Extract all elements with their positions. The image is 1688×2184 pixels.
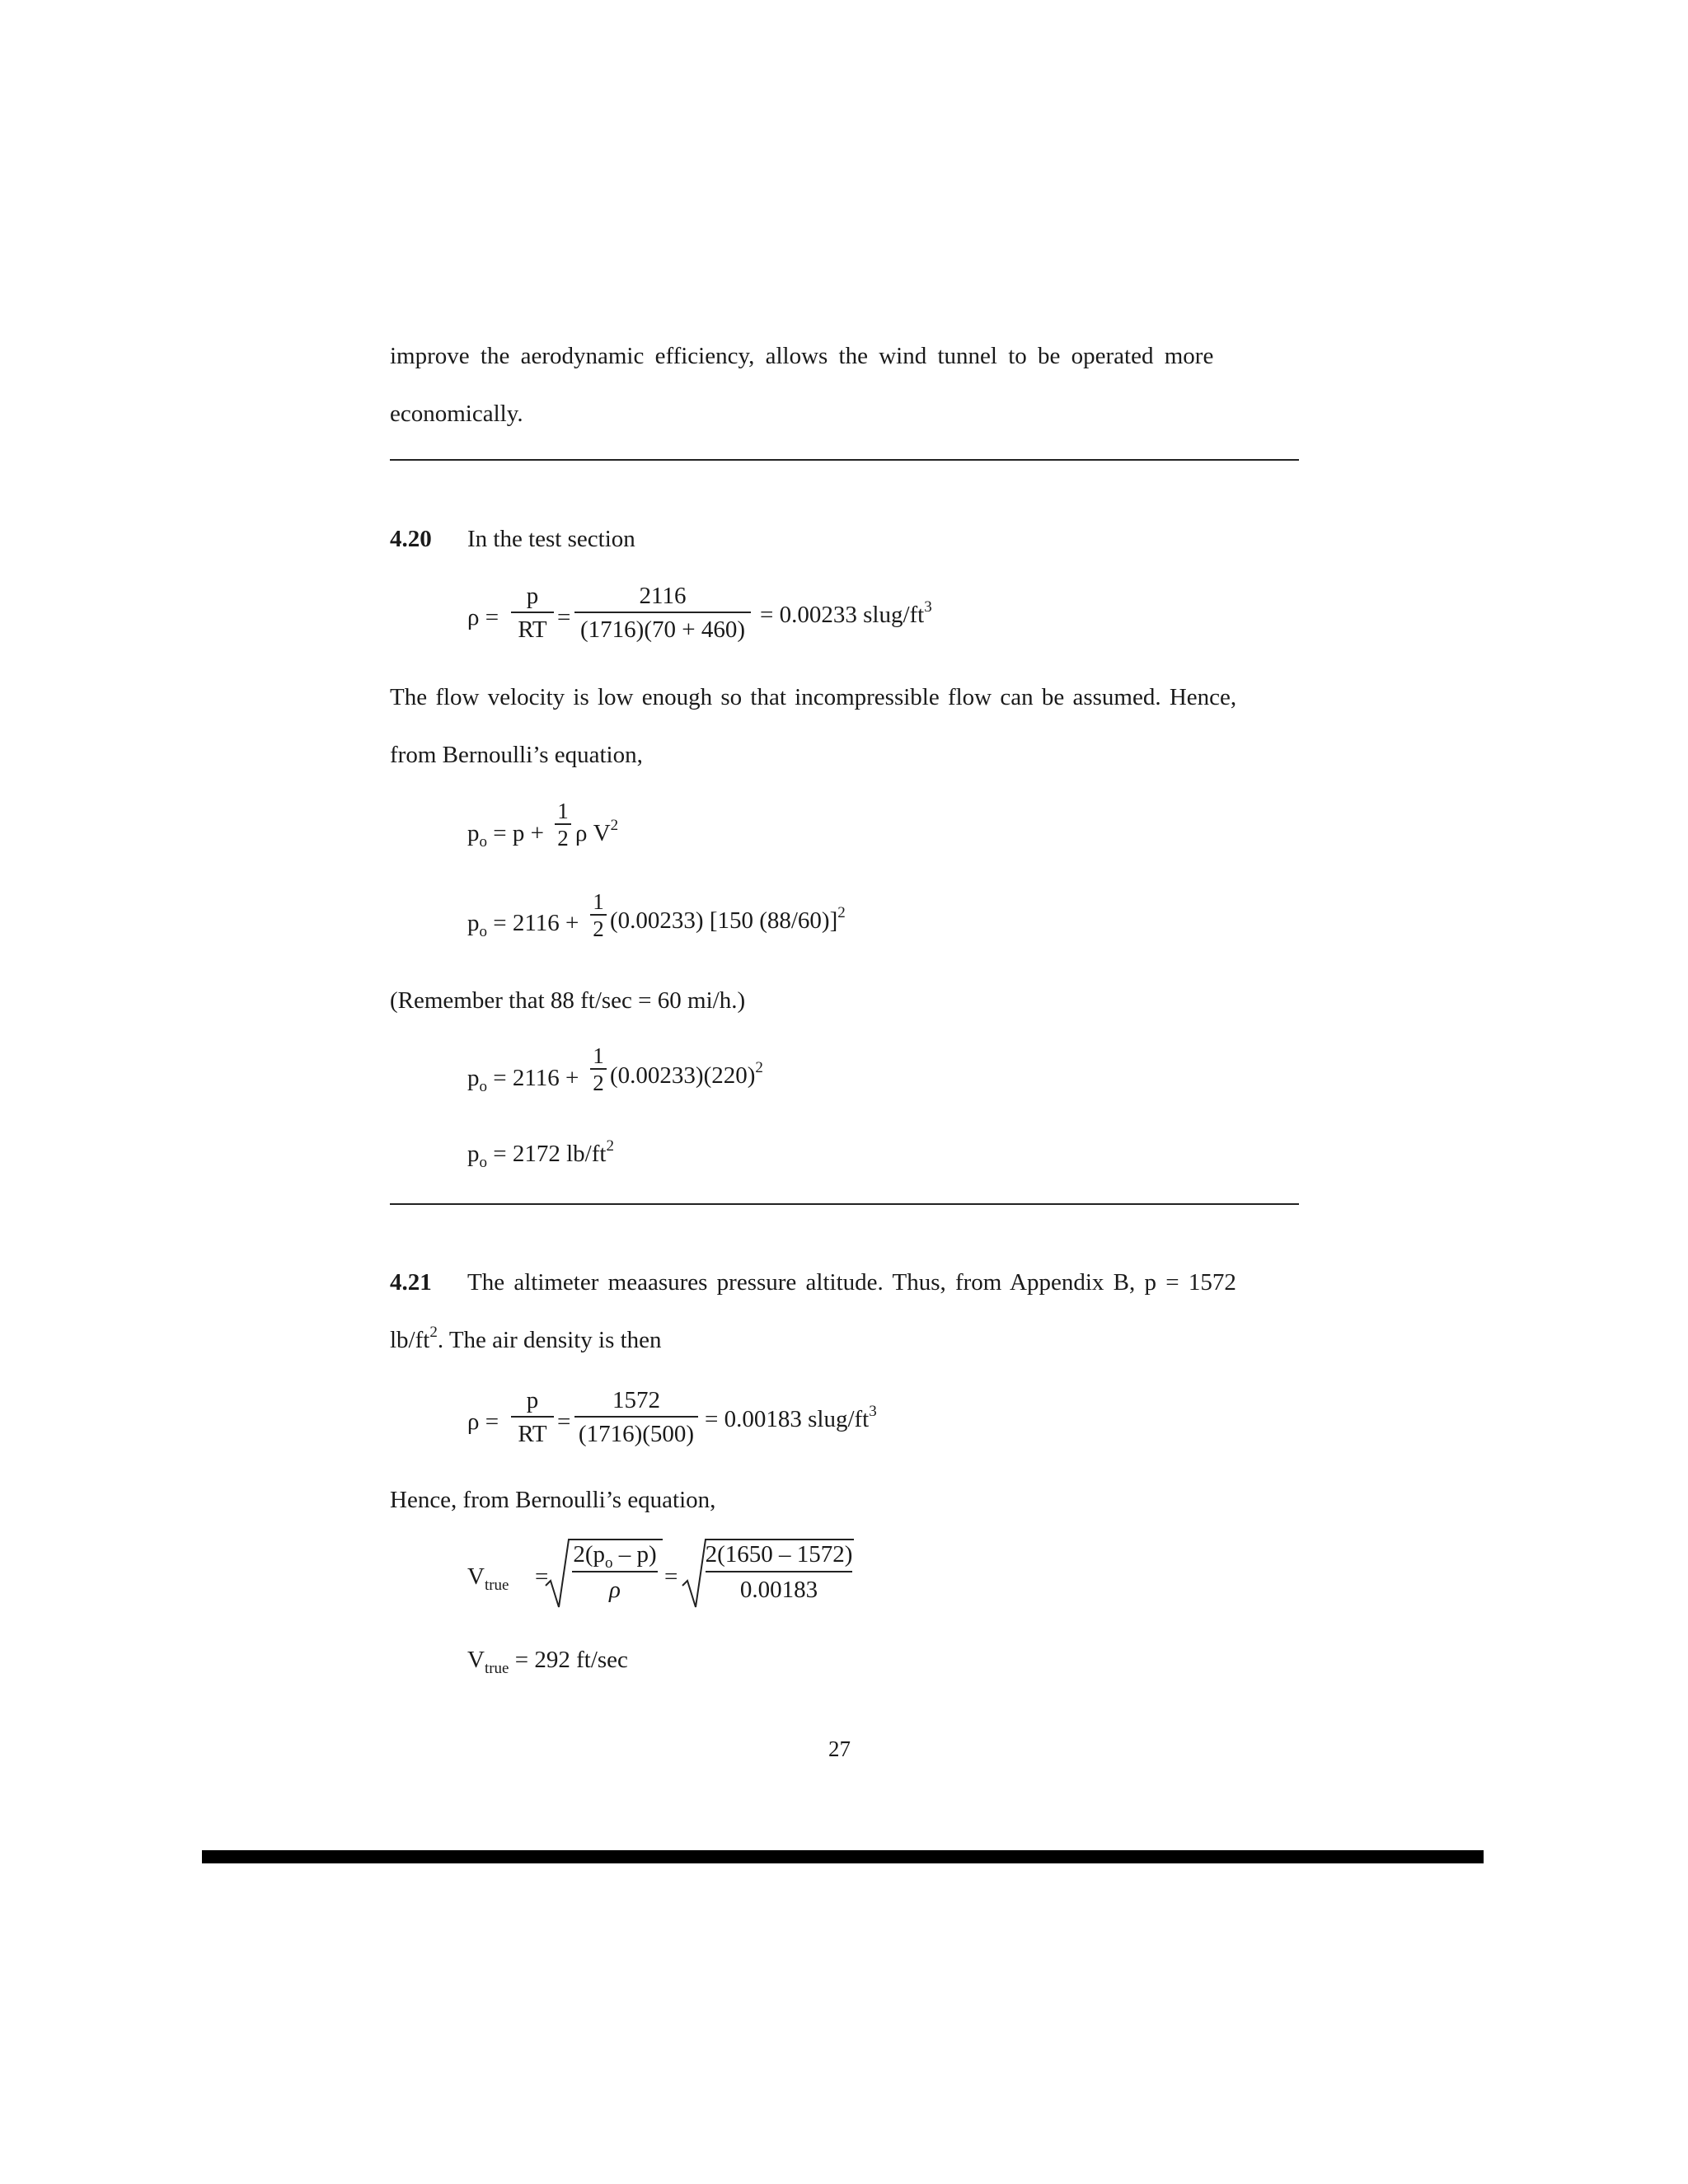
fraction-denominator: 2: [593, 916, 604, 941]
fraction-denominator: (1716)(500): [578, 1421, 695, 1447]
intro-line-1: improve the aerodynamic efficiency, allows the wind tunnel to be operated more: [390, 343, 1214, 369]
fraction-bar: [511, 612, 554, 613]
eq1-lhs: $p_o = p$ +: [467, 820, 544, 851]
fraction-bar: [590, 914, 607, 916]
equals-sign: =: [557, 1408, 571, 1435]
fraction-numerator: p: [526, 1387, 539, 1413]
fraction-bar: [706, 1571, 852, 1572]
hence-line: Hence, from Bernoulli’s equation,: [390, 1487, 716, 1513]
fraction-bar: [572, 1571, 658, 1572]
sqrt-symbolic: [544, 1535, 663, 1617]
problem-4-20-heading: In the test section: [467, 526, 635, 552]
fraction-denominator: (1716)(70 + 460): [580, 616, 745, 643]
fraction-denominator: 2: [593, 1071, 604, 1095]
problem-4-21-line-2: $lb/ft^2$. The air density is then: [390, 1324, 662, 1353]
fraction-denominator: 0.00183: [739, 1577, 818, 1603]
stagnation-pressure-result: $p_o = 2172$ $lb/ft^2$: [467, 1137, 614, 1171]
fraction-numerator: p: [526, 583, 539, 609]
one-half-fraction: [590, 890, 607, 940]
true-velocity-result: $V_{true} = 292$ ft/sec: [467, 1647, 628, 1677]
fraction-bar: [590, 1068, 607, 1070]
footer-bar: [202, 1850, 1484, 1863]
fraction-numerator: 1: [593, 889, 604, 914]
fraction-bar: [574, 1416, 698, 1418]
fraction-bar: [574, 612, 751, 613]
one-half-fraction: [590, 1044, 607, 1094]
problem-number-4-21: 4.21: [390, 1269, 432, 1296]
paragraph-4-20-line-2: from Bernoulli’s equation,: [390, 742, 643, 768]
fraction-numerator: 1: [593, 1043, 604, 1068]
eq1-rhs: ρ $V^2$: [575, 817, 619, 846]
fraction-bar: [555, 823, 571, 825]
remember-note: (Remember that 88 ft/sec = 60 mi/h.): [390, 987, 746, 1014]
page-number: 27: [828, 1736, 851, 1761]
fraction-denominator: RT: [518, 1421, 547, 1447]
density-result: = 0.00233 slug/$ft^3$: [760, 598, 932, 628]
equals-sign: =: [664, 1563, 678, 1590]
paragraph-4-20-line-1: The flow velocity is low enough so that incompressible flow can be assumed. Hence,: [390, 684, 1237, 710]
fraction-numerator: 1: [557, 799, 569, 823]
one-half-fraction: [555, 799, 571, 850]
vtrue-lhs: $V_{true}$: [467, 1563, 509, 1594]
fraction-denominator: RT: [518, 616, 547, 643]
sqrt-numeric: [681, 1535, 856, 1617]
fraction-denominator: 2: [557, 826, 569, 851]
intro-line-2: economically.: [390, 401, 523, 427]
p-over-rt-fraction: [511, 1386, 554, 1448]
density-fraction: [574, 582, 751, 644]
fraction-bar: [511, 1416, 554, 1418]
fraction-numerator: 2(1650 – 1572): [705, 1541, 853, 1568]
eq3-rhs: $(0.00233)(220)^2$: [610, 1059, 763, 1089]
section-divider-2: [390, 1203, 1299, 1205]
sqrt-fraction: [569, 1540, 661, 1604]
density-fraction: [574, 1386, 698, 1448]
rho-lhs: ρ =: [467, 1408, 499, 1435]
eq3-lhs: $p_o = 2116$ +: [467, 1065, 579, 1095]
rho-lhs: ρ =: [467, 604, 499, 630]
section-divider-1: [390, 459, 1299, 461]
fraction-numerator: 1572: [612, 1387, 660, 1413]
equals-sign: =: [535, 1563, 549, 1590]
p-over-rt-fraction: [511, 582, 554, 644]
fraction-numerator: $2(p_o - p)$: [573, 1541, 657, 1572]
eq2-lhs: $p_o = 2116$ +: [467, 910, 579, 940]
eq2-rhs: (0.00233) [150 (88/60)]$^2$: [610, 904, 846, 934]
problem-4-21-line-1: The altimeter meaasures pressure altitude. Thus, from Appendix B, p = 1572: [467, 1269, 1236, 1296]
fraction-numerator: 2116: [639, 583, 687, 609]
density-result: = 0.00183 slug/$ft^3$: [705, 1403, 877, 1432]
fraction-denominator: ρ: [609, 1577, 621, 1603]
sqrt-fraction: [704, 1540, 854, 1604]
equals-sign: =: [557, 604, 571, 630]
problem-number-4-20: 4.20: [390, 526, 432, 552]
